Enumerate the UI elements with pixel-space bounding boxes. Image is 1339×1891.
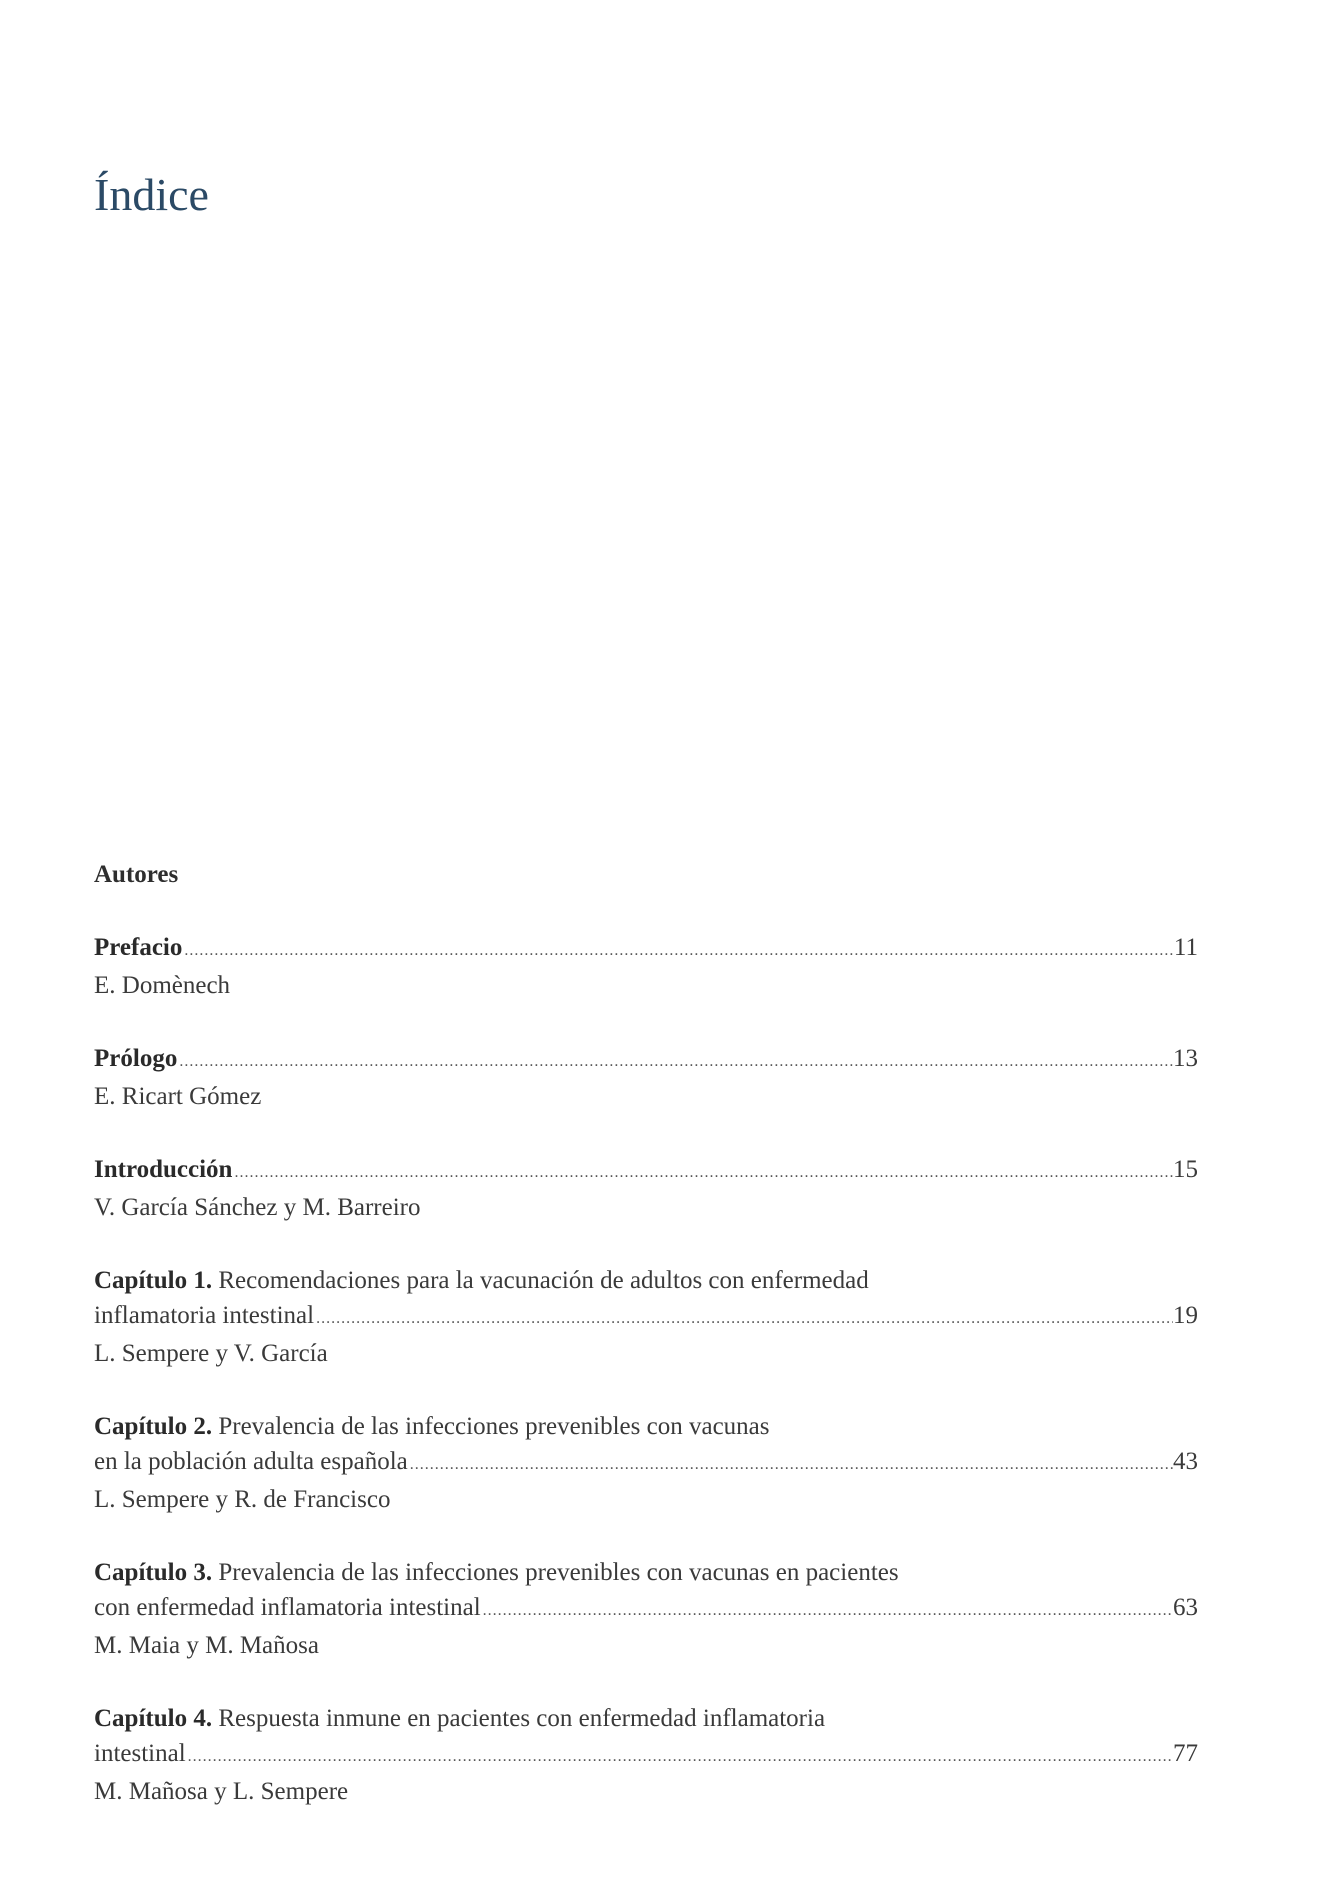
toc-entry-first-line	[94, 1555, 1198, 1590]
toc-entry-title-line	[94, 1736, 1198, 1774]
dot-leader	[232, 1155, 1173, 1190]
table-of-contents	[94, 930, 1198, 1809]
toc-entry-capitulo-1[interactable]	[94, 1263, 1198, 1371]
toc-entry-introduccion[interactable]	[94, 1152, 1198, 1225]
toc-entry-title-continuation: intestinal	[94, 1740, 186, 1767]
dot-leader	[408, 1447, 1173, 1482]
toc-entry-page-number: 13	[1173, 1045, 1198, 1072]
toc-entry-prefacio[interactable]	[94, 930, 1198, 1003]
toc-entry-title-continuation: en la población adulta española	[94, 1448, 408, 1475]
toc-entry-authors: M. Mañosa y L. Sempere	[94, 1778, 349, 1805]
authors-heading: Autores	[94, 861, 179, 888]
dot-leader	[314, 1301, 1173, 1336]
toc-entry-authors: L. Sempere y V. García	[94, 1340, 328, 1367]
toc-entry-prologo[interactable]	[94, 1041, 1198, 1114]
toc-entry-first-line	[94, 1701, 1198, 1736]
toc-entry-title-line	[94, 1041, 1198, 1079]
toc-entry-title-text: Prevalencia de las infecciones prevenibles con vacunas en pacientes	[212, 1559, 899, 1586]
toc-entry-title-text: Recomendaciones para la vacunación de adultos con enfermedad	[212, 1267, 869, 1294]
toc-entry-capitulo-4[interactable]	[94, 1701, 1198, 1809]
toc-entry-page-number: 77	[1173, 1740, 1198, 1767]
dot-leader	[177, 1044, 1173, 1079]
toc-entry-authors: E. Ricart Gómez	[94, 1083, 262, 1110]
toc-entry-authors: E. Domènech	[94, 972, 231, 999]
toc-entry-title-continuation: con enfermedad inflamatoria intestinal	[94, 1594, 481, 1621]
toc-entry-label: Capítulo 1.	[94, 1267, 213, 1294]
toc-entry-label: Prefacio	[94, 934, 183, 961]
toc-entry-authors: M. Maia y M. Mañosa	[94, 1632, 319, 1659]
dot-leader	[182, 933, 1174, 968]
toc-entry-label: Introducción	[94, 1156, 233, 1183]
dot-leader	[186, 1739, 1173, 1774]
toc-entry-label: Capítulo 4.	[94, 1705, 213, 1732]
toc-entry-label: Capítulo 2.	[94, 1413, 213, 1440]
toc-entry-page-number: 19	[1173, 1302, 1198, 1329]
toc-entry-page-number: 11	[1173, 934, 1198, 961]
page-title: Índice	[94, 169, 209, 220]
toc-entry-title-text: Prevalencia de las infecciones prevenibles con vacunas	[212, 1413, 770, 1440]
toc-entry-page-number: 43	[1173, 1448, 1198, 1475]
toc-entry-first-line	[94, 1263, 1198, 1298]
toc-entry-capitulo-3[interactable]	[94, 1555, 1198, 1663]
toc-entry-label: Prólogo	[94, 1045, 178, 1072]
toc-entry-title-line	[94, 1590, 1198, 1628]
toc-entry-authors: L. Sempere y R. de Francisco	[94, 1486, 391, 1513]
toc-entry-page-number: 15	[1173, 1156, 1198, 1183]
dot-leader	[481, 1593, 1173, 1628]
toc-entry-capitulo-2[interactable]	[94, 1409, 1198, 1517]
toc-entry-title-line	[94, 930, 1198, 968]
toc-entry-first-line	[94, 1409, 1198, 1444]
toc-entry-title-text: Respuesta inmune en pacientes con enfermedad inflamatoria	[212, 1705, 826, 1732]
toc-entry-title-line	[94, 1152, 1198, 1190]
toc-entry-title-continuation: inflamatoria intestinal	[94, 1302, 315, 1329]
toc-entry-title-line	[94, 1444, 1198, 1482]
toc-entry-page-number: 63	[1173, 1594, 1198, 1621]
toc-entry-label: Capítulo 3.	[94, 1559, 213, 1586]
toc-entry-title-line	[94, 1298, 1198, 1336]
toc-entry-authors: V. García Sánchez y M. Barreiro	[94, 1194, 421, 1221]
